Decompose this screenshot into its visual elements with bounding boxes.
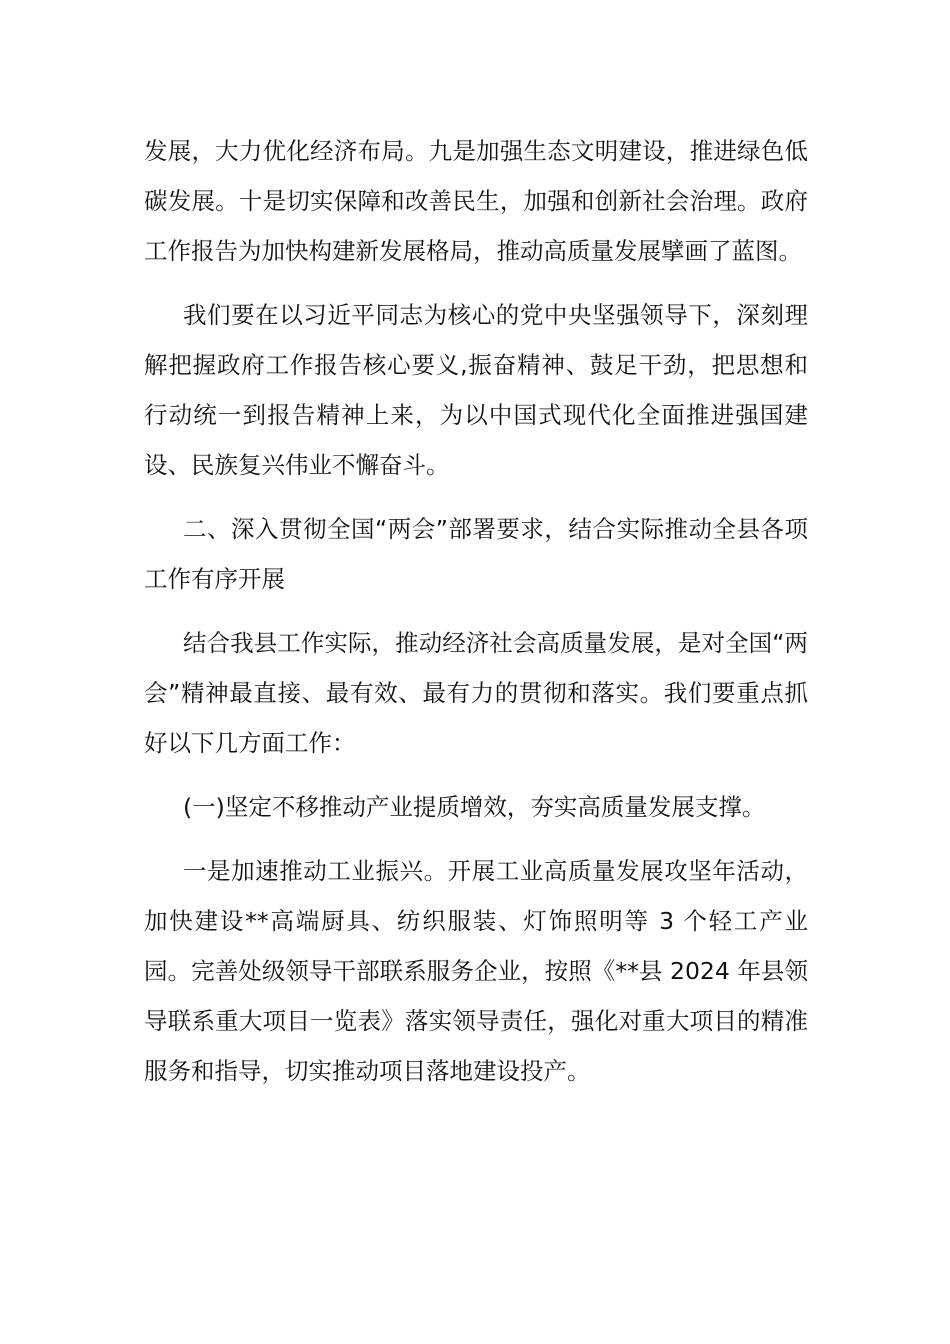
paragraph-4: 一是加速推动工业振兴。开展工业高质量发展攻坚年活动，加快建设**高端厨具、纺织服装、灯饰照明等 3 个轻工产业园。完善处级领导干部联系服务企业，按照《**县 2024 年县领导联系重大项目一览表》落实领导责任，强化对重大项目的精准服务和指导，切实推动项目落地建设投产。	[144, 857, 808, 1085]
paragraph-1: 发展，大力优化经济布局。九是加强生态文明建设，推进绿色低碳发展。十是切实保障和改善民生，加强和创新社会治理。政府工作报告为加快构建新发展格局，推动高质量发展擘画了蓝图。	[144, 137, 808, 265]
paragraph-3: 结合我县工作实际，推动经济社会高质量发展，是对全国“两会”精神最直接、最有效、最有力的贯彻和落实。我们要重点抓好以下几方面工作：	[144, 629, 808, 757]
document-body	[144, 126, 808, 1110]
section-heading: 二、深入贯彻全国“两会”部署要求，结合实际推动全县各项工作有序开展	[144, 515, 808, 593]
subsection-heading: (一)坚定不移推动产业提质增效，夯实高质量发展支撑。	[183, 793, 766, 821]
paragraph-2: 我们要在以习近平同志为核心的党中央坚强领导下，深刻理解把握政府工作报告核心要义,振奋精神、鼓足干劲，把思想和行动统一到报告精神上来，为以中国式现代化全面推进强国建设、民族复兴伟业不懈奋斗。	[144, 301, 808, 479]
